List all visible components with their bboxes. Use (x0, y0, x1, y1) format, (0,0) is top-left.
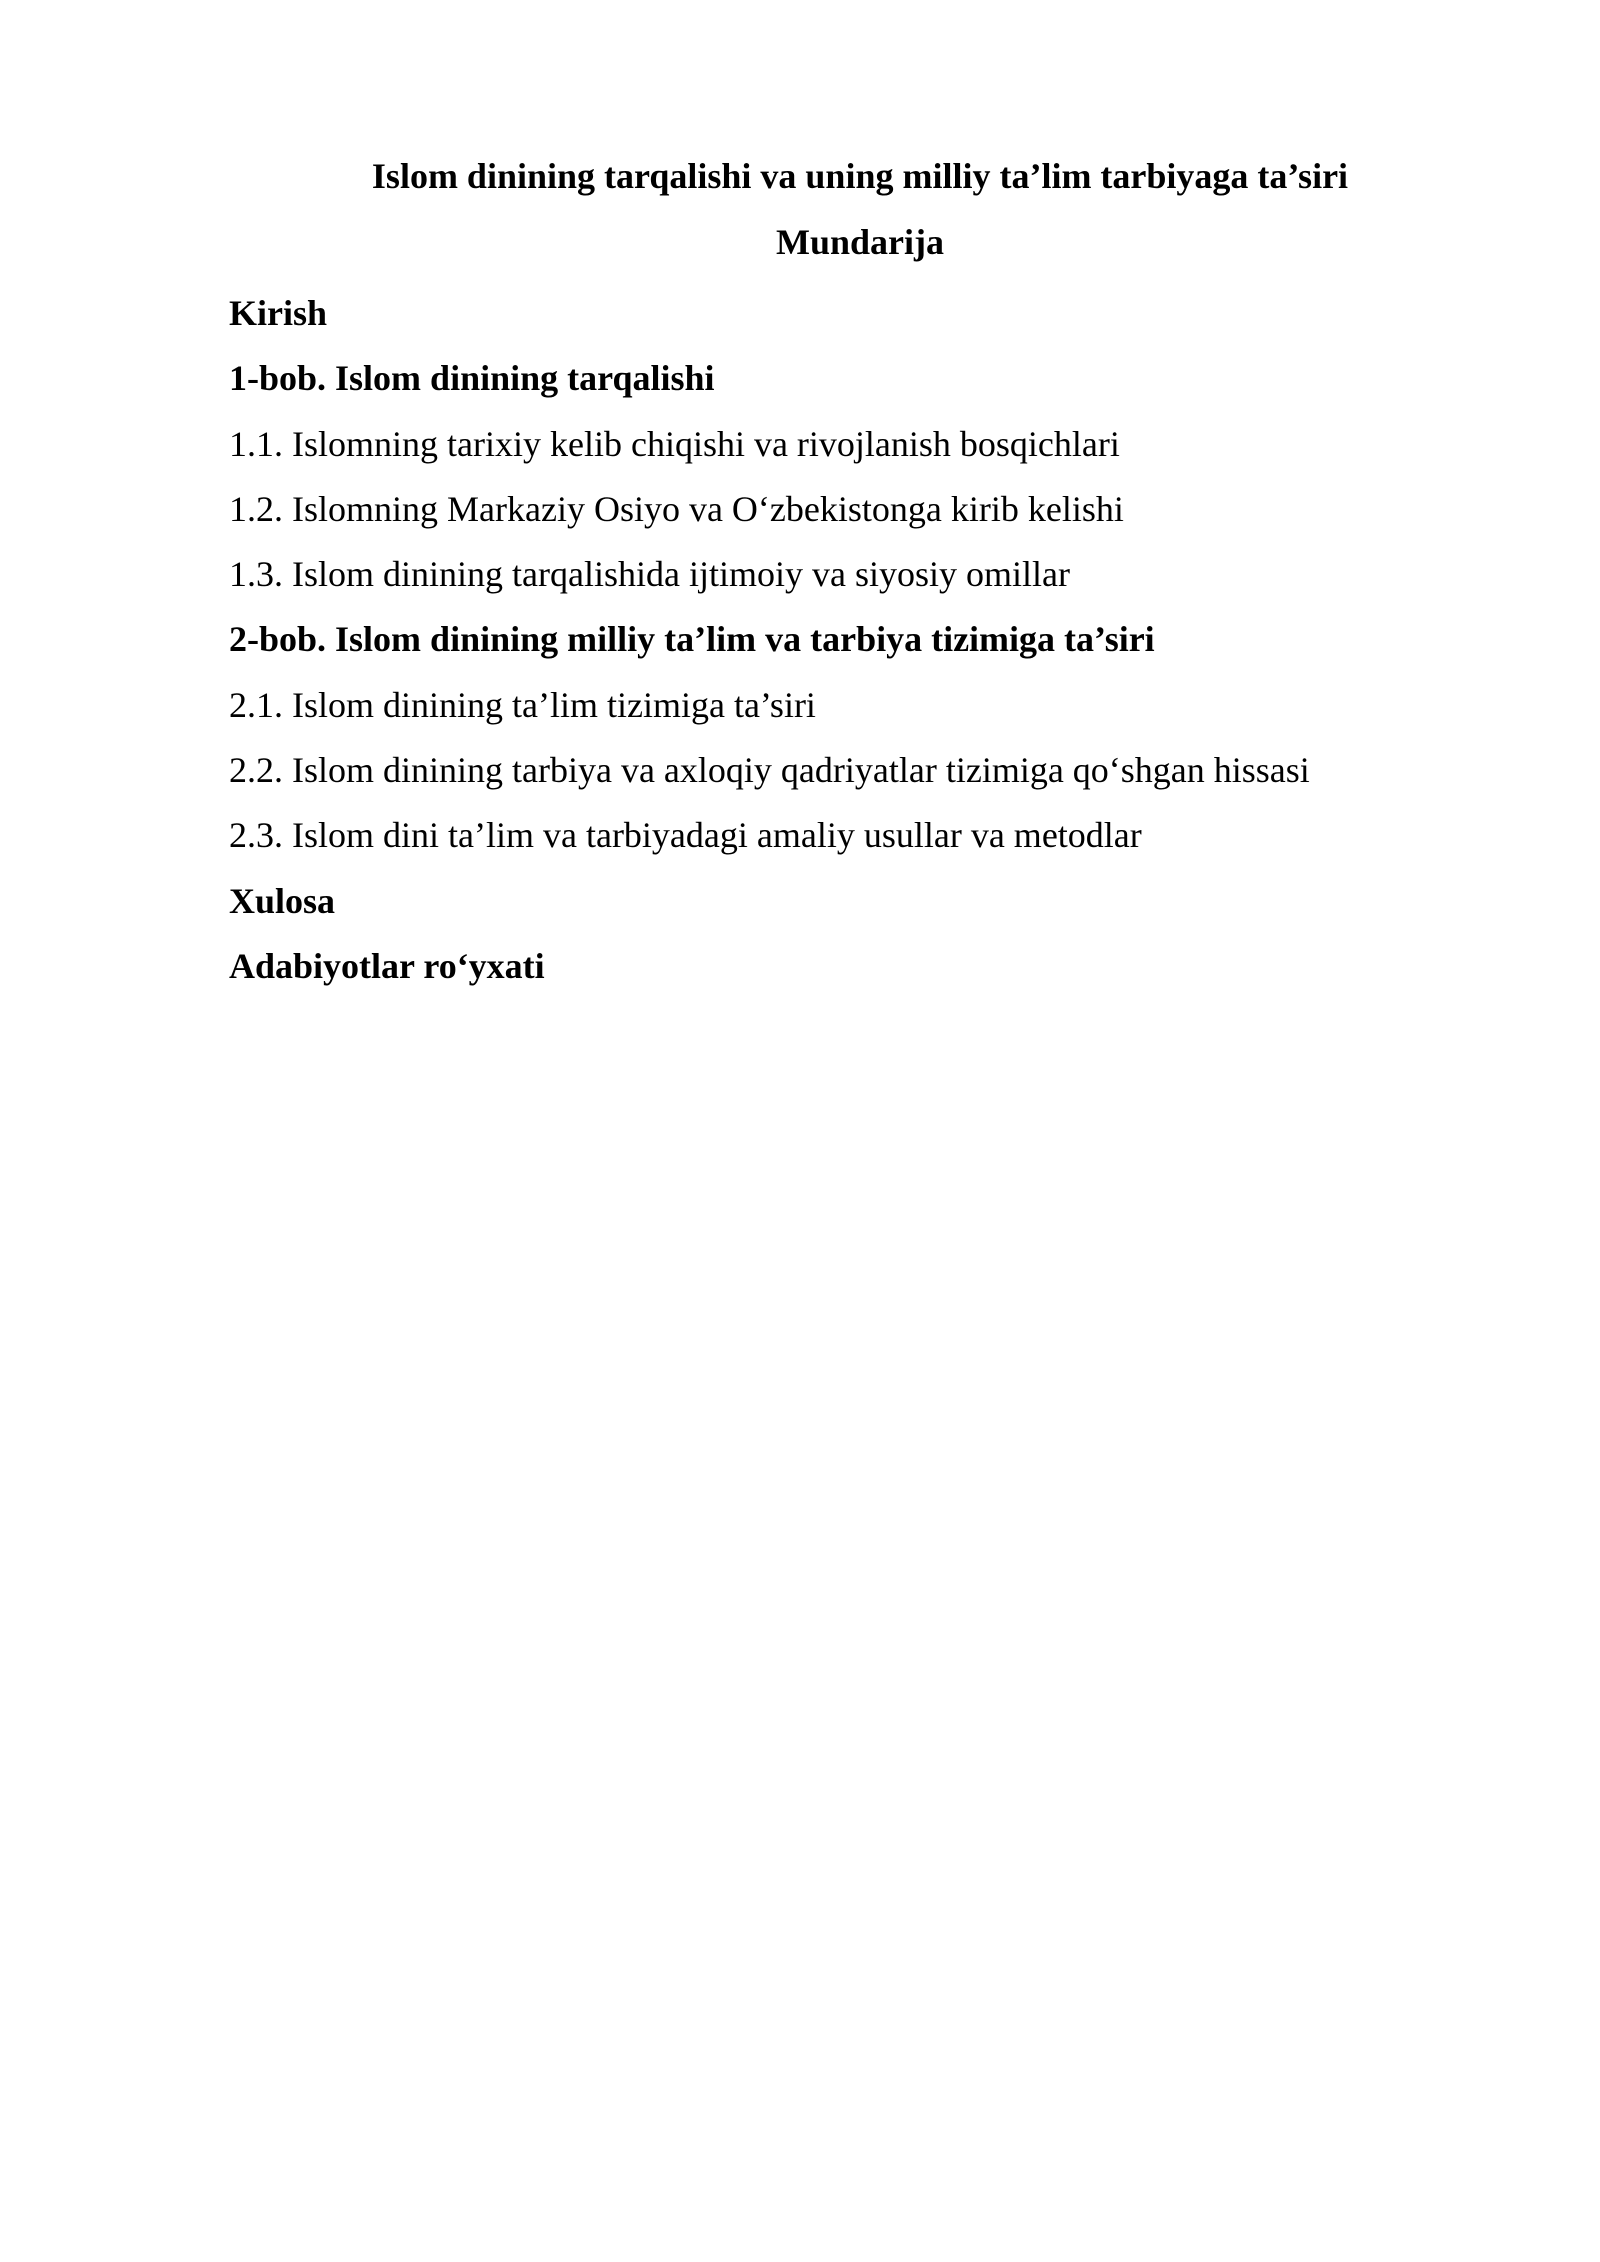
toc-entry-section-1-1: 1.1. Islomning tarixiy kelib chiqishi va rivojlanish bosqichlari (229, 423, 1120, 464)
toc-entry-section-2-2: 2.2. Islom dinining tarbiya va axloqiy qadriyatlar tizimiga qo‘shgan hissasi (229, 750, 1310, 791)
toc-entry-chapter-1: 1-bob. Islom dinining tarqalishi (229, 358, 715, 399)
toc-entry-chapter-2: 2-bob. Islom dinining milliy ta’lim va tarbiya tizimiga ta’siri (229, 619, 1155, 660)
toc-heading: Mundarija (775, 222, 944, 262)
toc-entry-bibliography: Adabiyotlar ro‘yxati (229, 945, 545, 986)
toc-entry-section-2-1: 2.1. Islom dinining ta’lim tizimiga ta’siri (229, 684, 816, 725)
document-title: Islom dinining tarqalishi va uning milliy ta’lim tarbiyaga ta’siri (371, 156, 1349, 196)
table-of-contents (229, 281, 1310, 999)
toc-entry-conclusion: Xulosa (229, 880, 336, 921)
toc-entry-introduction: Kirish (229, 293, 328, 333)
toc-entry-section-1-3: 1.3. Islom dinining tarqalishida ijtimoiy va siyosiy omillar (229, 554, 1070, 595)
toc-entry-section-1-2: 1.2. Islomning Markaziy Osiyo va O‘zbekistonga kirib kelishi (229, 488, 1124, 529)
toc-entry-section-2-3: 2.3. Islom dini ta’lim va tarbiyadagi amaliy usullar va metodlar (229, 815, 1142, 856)
